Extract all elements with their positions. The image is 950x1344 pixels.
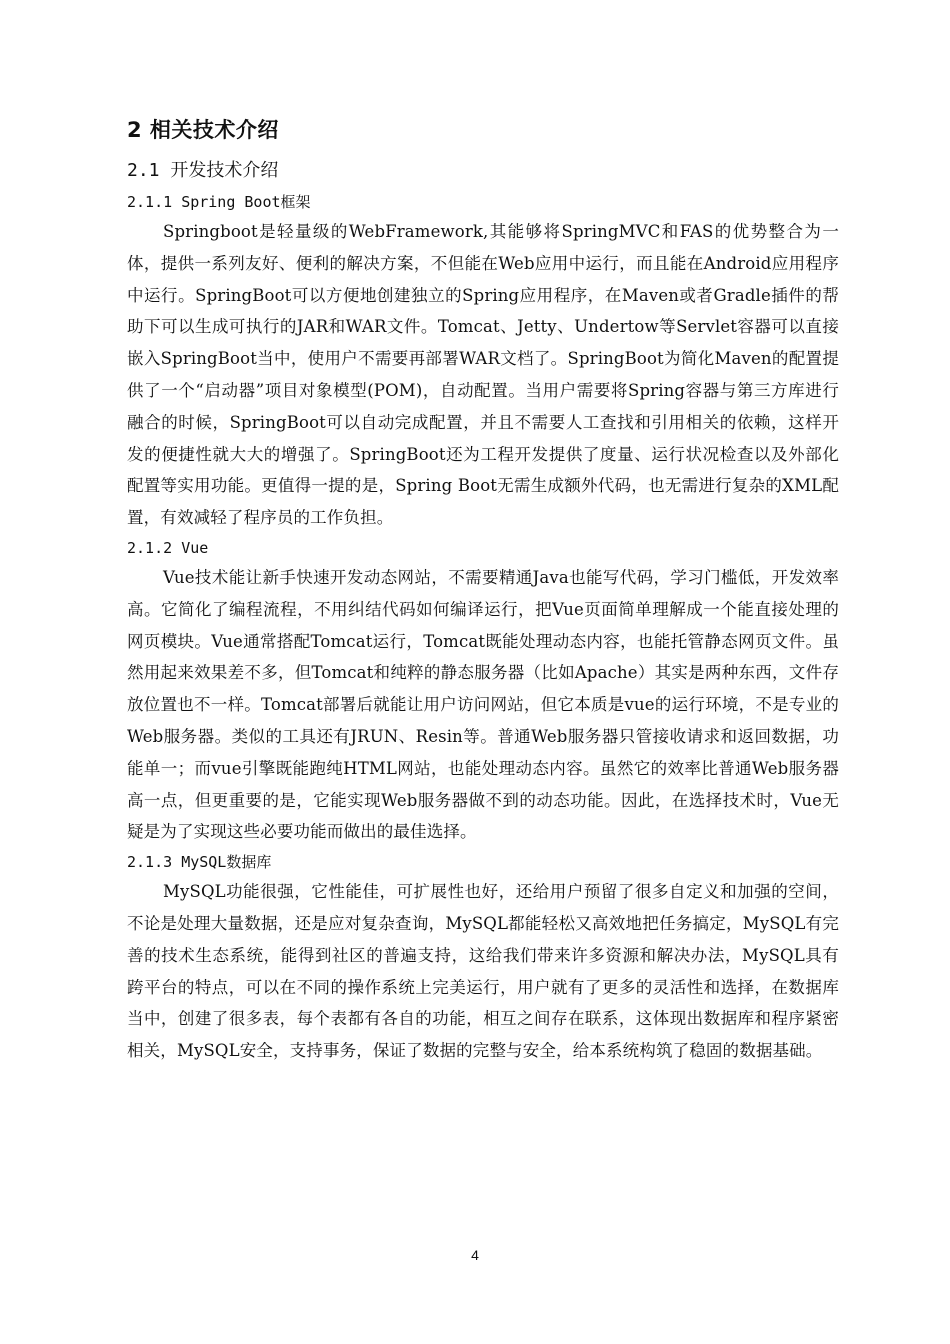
subsection-title-cjk: 框架 xyxy=(280,193,311,211)
section-heading xyxy=(127,156,839,186)
subsection-number: 2.1.2 xyxy=(127,538,173,557)
chapter-heading: 2 相关技术介绍 xyxy=(127,118,279,142)
subsection-heading-vue xyxy=(127,534,839,562)
subsection-heading-spring-boot xyxy=(127,188,839,216)
paragraph-vue: Vue技术能让新手快速开发动态网站，不需要精通Java也能写代码，学习门槛低，开发效率高。它简化了编程流程，不用纠结代码如何编译运行，把Vue页面简单理解成一个能直接处理的网页模块。Vue通常搭配Tomcat运行，Tomcat既能处理动态内容，也能托管静态网页文件。虽然用起来效果差不多，但Tomcat和纯粹的静态服务器（比如Apache）其实是两种东西，文件存放位置也不一样。Tomcat部署后就能让用户访问网站，但它本质是vue的运行环境，不是专业的Web服务器。类似的工具还有JRUN、Resin等。普通Web服务器只管接收请求和返回数据，功能单一；而vue引擎既能跑纯HTML网站，也能处理动态内容。虽然它的效率比普通Web服务器高一点，但更重要的是，它能实现Web服务器做不到的动态功能。因此，在选择技术时，Vue无疑是为了实现这些必要功能而做出的最佳选择。 xyxy=(127,567,839,842)
subsection-heading-mysql xyxy=(127,848,839,876)
page-number: 4 xyxy=(471,1247,479,1263)
section-title: 开发技术介绍 xyxy=(170,160,279,181)
subsection-title-cjk: 数据库 xyxy=(226,853,272,872)
page-content xyxy=(127,112,839,1067)
subsection-number: 2.1.1 xyxy=(127,193,173,211)
subsection-title-latin: MySQL xyxy=(181,853,227,872)
subsection-number: 2.1.3 xyxy=(127,853,173,872)
section-number: 2.1 xyxy=(127,160,160,181)
paragraph-mysql: MySQL功能很强，它性能佳，可扩展性也好，还给用户预留了很多自定义和加强的空间，不论是处理大量数据，还是应对复杂查询，MySQL都能轻松又高效地把任务搞定，MySQL有完善的技术生态系统，能得到社区的普遍支持，这给我们带来许多资源和解决办法，MySQL具有跨平台的特点，可以在不同的操作系统上完美运行，用户就有了更多的灵活性和选择，在数据库当中，创建了很多表，每个表都有各自的功能，相互之间存在联系，这体现出数据库和程序紧密相关，MySQL安全，支持事务，保证了数据的完整与安全，给本系统构筑了稳固的数据基础。 xyxy=(127,882,839,1061)
paragraph-spring-boot: Springboot是轻量级的WebFramework,其能够将SpringMVC和FAS的优势整合为一体，提供一系列友好、便利的解决方案，不但能在Web应用中运行，而且能在Android应用程序中运行。SpringBoot可以方便地创建独立的Spring应用程序，在Maven或者Gradle插件的帮助下可以生成可执行的JAR和WAR文件。Tomcat、Jetty、Undertow等Servlet容器可以直接嵌入SpringBoot当中，使用户不需要再部署WAR文档了。SpringBoot为简化Maven的配置提供了一个“启动器”项目对象模型(POM)，自动配置。当用户需要将Spring容器与第三方库进行融合的时候，SpringBoot可以自动完成配置，并且不需要人工查找和引用相关的依赖，这样开发的便捷性就大大的增强了。SpringBoot还为工程开发提供了度量、运行状况检查以及外部化配置等实用功能。更值得一提的是，Spring Boot无需生成额外代码，也无需进行复杂的XML配置，有效减轻了程序员的工作负担。 xyxy=(127,222,839,528)
subsection-title-latin: Spring Boot xyxy=(181,193,281,211)
subsection-title-latin: Vue xyxy=(181,538,209,557)
